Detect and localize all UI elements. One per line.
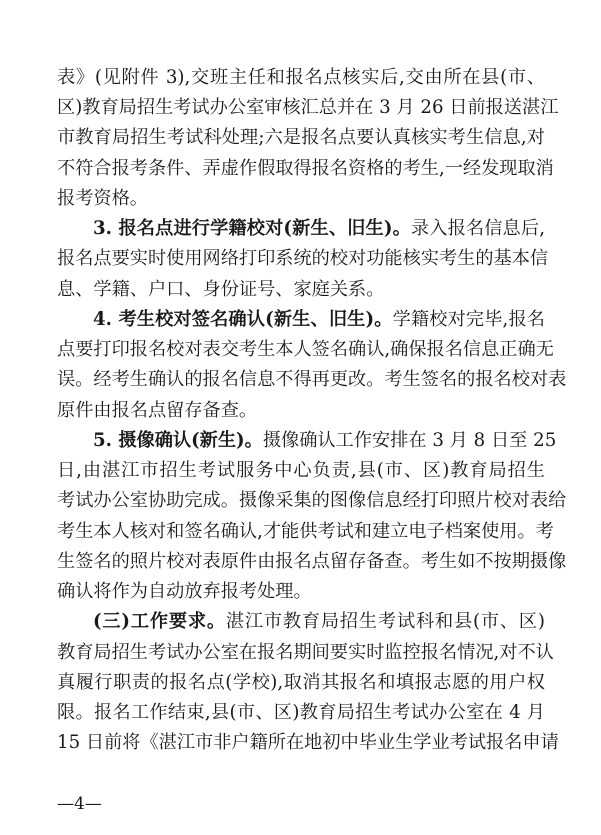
text-line: 真履行职责的报名点(学校),取消其报名和填报志愿的用户权 (57, 672, 545, 693)
page-number: —4— (57, 794, 102, 814)
section-heading: 5. 摄像确认(新生)。 (93, 430, 263, 451)
text-line: 市教育局招生考试科处理;六是报名点要认真核实考生信息,对 (57, 127, 545, 148)
text-line: 生签名的照片校对表原件由报名点留存备查。考生如不按期摄像 (57, 551, 567, 572)
text-line: 教育局招生考试办公室在报名期间要实时监控报名情况,对不认 (57, 642, 554, 663)
text-line: 原件由报名点留存备查。 (57, 400, 258, 421)
section-heading-line: (三)工作要求。湛江市教育局招生考试科和县(市、区) (93, 611, 545, 632)
text-line: 报考资格。 (57, 188, 148, 209)
text-line: 点要打印报名校对表交考生本人签名确认,确保报名信息正确无 (57, 339, 554, 360)
text-line: 误。经考生确认的报名信息不得再更改。考生签名的报名校对表 (57, 369, 567, 390)
text-line: 确认将作为自动放弃报考处理。 (57, 581, 312, 602)
text-line: 考生本人核对和签名确认,才能供考试和建立电子档案使用。考 (57, 521, 554, 542)
section-heading: 4. 考生校对签名确认(新生、旧生)。 (93, 309, 393, 330)
text-line: 日,由湛江市招生考试服务中心负责,县(市、区)教育局招生 (57, 460, 545, 481)
section-heading: 3. 报名点进行学籍校对(新生、旧生)。 (93, 218, 411, 239)
section-heading-line: 5. 摄像确认(新生)。摄像确认工作安排在 3 月 8 日至 25 (93, 430, 557, 451)
text-line: 区)教育局招生考试办公室审核汇总并在 3 月 26 日前报送湛江 (57, 97, 559, 118)
section-heading: (三)工作要求。 (93, 611, 226, 632)
text-line: 息、学籍、户口、身份证号、家庭关系。 (57, 279, 385, 300)
text-line: 15 日前将《湛江市非户籍所在地初中毕业生学业考试报名申请 (57, 732, 559, 753)
section-heading-line: 4. 考生校对签名确认(新生、旧生)。学籍校对完毕,报名 (93, 309, 545, 330)
text-line: 表》(见附件 3),交班主任和报名点核实后,交由所在县(市、 (57, 67, 545, 88)
text-line: 限。报名工作结束,县(市、区)教育局招生考试办公室在 4 月 (57, 702, 545, 723)
text-line: 不符合报考条件、弄虚作假取得报名资格的考生,一经发现取消 (57, 158, 554, 179)
text-line: 报名点要实时使用网络打印系统的校对功能核实考生的基本信 (57, 248, 549, 269)
text-line: 考试办公室协助完成。摄像采集的图像信息经打印照片校对表给 (57, 490, 567, 511)
section-heading-line: 3. 报名点进行学籍校对(新生、旧生)。录入报名信息后, (93, 218, 545, 239)
